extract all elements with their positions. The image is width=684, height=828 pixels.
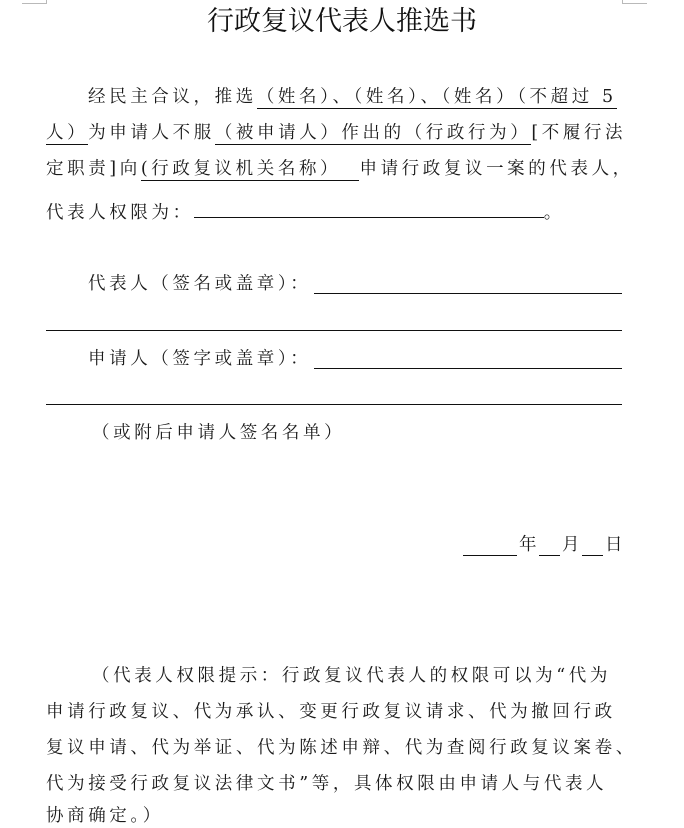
applicant-signature-field-line2[interactable]: [46, 404, 622, 405]
day-field[interactable]: [582, 555, 603, 556]
paragraph-line-1: [88, 85, 617, 109]
case-text: 申请行政复议一案的代表人，: [359, 159, 634, 179]
hint-line-4: 代为接受行政复议法律文书”等，具体权限由申请人与代表人: [46, 774, 608, 794]
day-label: 日: [605, 535, 627, 555]
names-field-cont[interactable]: 人）: [46, 123, 89, 143]
review-authority-field[interactable]: (行政复议机关名称）: [140, 159, 360, 179]
hint-line-1: （代表人权限提示：行政复议代表人的权限可以为“代为: [92, 666, 611, 686]
hint-line-2: 申请行政复议、代为承认、变更行政复议请求、代为撤回行政: [46, 702, 616, 722]
representative-signature-field-line2[interactable]: [46, 330, 622, 331]
hint-line-5: 协商确定。）: [46, 806, 164, 826]
attachment-note: （或附后申请人签名名单）: [92, 423, 346, 443]
month-field[interactable]: [539, 555, 560, 556]
period: 。: [543, 203, 565, 223]
nominate-text: 经民主合议，推选: [88, 87, 257, 107]
names-field[interactable]: （姓名）、（姓名）、（姓名）（不超过 5: [256, 87, 617, 107]
inaction-text: [不履行法: [531, 123, 627, 143]
applicant-signature-label: 申请人（签字或盖章）：: [88, 349, 312, 369]
representative-signature-field[interactable]: [314, 293, 622, 294]
paragraph-line-2: [46, 121, 626, 145]
respondent-action-field[interactable]: （被申请人）作出的（行政行为）: [214, 123, 532, 143]
applicant-signature-field[interactable]: [314, 368, 622, 369]
month-label: 月: [562, 535, 584, 555]
year-label: 年: [519, 535, 541, 555]
representative-signature-label: 代表人（签名或盖章）：: [88, 274, 312, 294]
authority-field[interactable]: [194, 199, 544, 218]
hint-line-3: 复议申请、代为举证、代为陈述申辩、代为查阅行政复议案卷、: [46, 738, 637, 758]
paragraph-line-3: [46, 157, 634, 181]
duty-text: 定职责]向: [46, 159, 141, 179]
authority-label: 代表人权限为：: [46, 203, 194, 223]
year-field[interactable]: [463, 555, 517, 556]
paragraph-line-4: [46, 199, 565, 225]
document-title: 行政复议代表人推选书: [207, 6, 477, 37]
disagree-text: 为申请人不服: [88, 123, 215, 143]
